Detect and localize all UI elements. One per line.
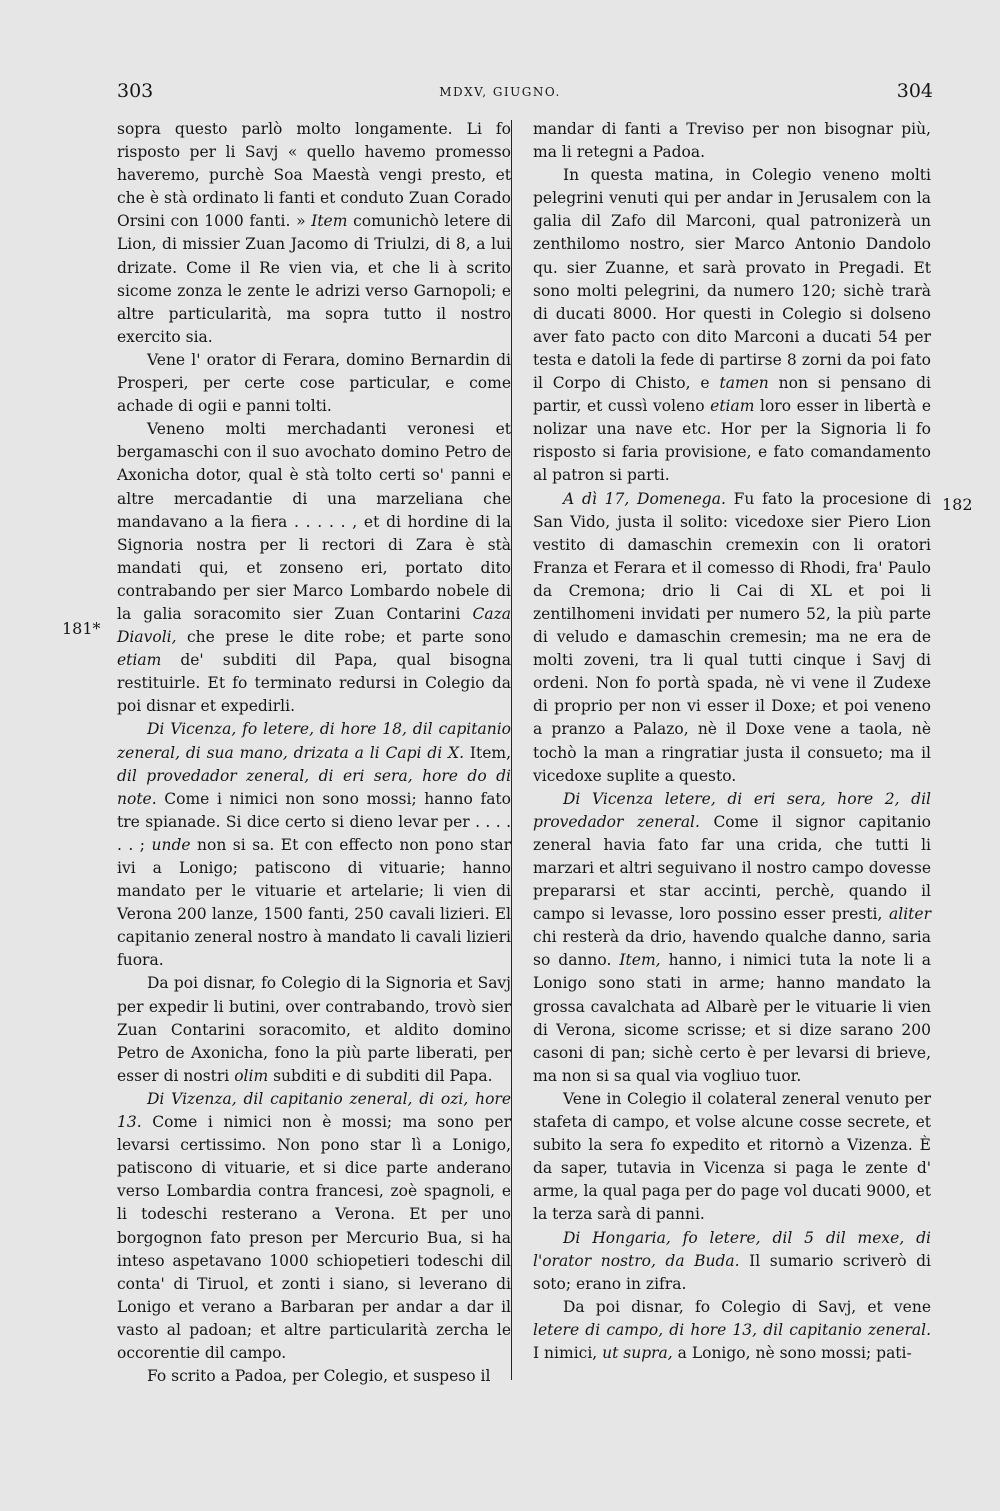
paragraph bbox=[117, 1365, 511, 1388]
text-run: chi resterà da drio, havendo qualche danno, saria so danno. bbox=[533, 928, 931, 970]
italic-run: dil provedador zeneral, di eri sera, hore do di note. bbox=[117, 766, 511, 808]
column-divider bbox=[511, 120, 512, 1380]
italic-run: tamen bbox=[719, 374, 769, 393]
italic-run: Item, bbox=[619, 951, 661, 970]
italic-run: Di Vicenza, fo letere, di hore 18, dil capitanio zeneral, di sua mano, drizata a li Capi di X. bbox=[117, 720, 511, 762]
right-page-number: 304 bbox=[896, 80, 933, 102]
italic-run: Di Vicenza letere, di eri sera, hore 2, dil provedador zeneral. bbox=[533, 789, 931, 831]
paragraph bbox=[533, 1227, 931, 1296]
text-run: Fo scrito a Padoa, per Colegio, et suspeso il bbox=[147, 1367, 491, 1386]
italic-run: Caza Diavoli, bbox=[117, 604, 511, 647]
paragraph bbox=[117, 418, 511, 718]
text-run: non si pensano di partir, et cussì voleno bbox=[533, 374, 931, 416]
paragraph bbox=[117, 349, 511, 418]
italic-run: ut supra, bbox=[602, 1343, 673, 1362]
italic-run: unde bbox=[151, 835, 191, 854]
italic-run: Di Vizenza, dil capitanio zeneral, di ozi, hore 13. bbox=[117, 1089, 511, 1132]
text-run: de' subditi dil Papa, qual bisogna restituirle. Et fo terminato redursi in Colegio da poi disnar et expedirli. bbox=[117, 651, 511, 716]
text-run: Veneno molti merchadanti veronesi et bergamaschi con il suo avochato domino Petro de Axonicha dotor, qual è stà tolto certi so' panni e altre mercadantie di una marzeliana che mandavano a la fiera . . . . . , et di hordine di la Signoria nostra per li rectori di Zara è stà mandati qui, et zonseno eri, portato dito contrabando per sier Marco Lombardo nobele di la galia soracomito sier Zuan Contarini bbox=[117, 420, 511, 623]
text-run: Come il signor capitanio zeneral havia fato far una crida, che tutti li marzari et altri seguivano il nostro campo dovesse prepararsi et star accinti, perchè, quando il campo si levasse, loro possino esser presti, bbox=[533, 812, 931, 924]
text-run: subditi e di subditi dil Papa. bbox=[268, 1066, 493, 1085]
text-run: Il sumario scriverò di soto; erano in zifra. bbox=[533, 1251, 931, 1293]
text-run: che prese le dite robe; et parte sono bbox=[176, 628, 511, 647]
paragraph bbox=[117, 972, 511, 1087]
text-run: non si sa. Et con effecto non pono star ivi a Lonigo; patiscono di vituarie; hanno mandato per le vituarie et artelarie; li vien di Verona 200 lanze, 1500 fanti, 250 cavali lizieri. El capitanio zeneral nostro à mandato li cavali lizieri fuora. bbox=[117, 835, 511, 970]
italic-run: etiam bbox=[710, 397, 755, 416]
text-run: Come i nimici non è mossi; ma sono per levarsi certissimo. Non pono star lì a Lonigo, patiscono di vituarie, et si dice parte anderano verso Lombardia contra francesi, zoè spagnoli, e li todeschi resterano a Verona. Et per uno borgognon fato preson per Mercurio Bua, si ha inteso aspetavano 1000 schiopetieri todeschi dil conta' di Tiruol, et zonti i siano, si leverano di Lonigo et verano a Barbaran per andar a dar il vasto al padoan; et altre particularità zercha le occorentie dil campo. bbox=[117, 1113, 511, 1362]
italic-run: Item bbox=[311, 212, 348, 231]
text-run: In questa matina, in Colegio veneno molti pelegrini venuti qui per andar in Jerusalem con la galia dil Zafo dil Marconi, qual patronizerà un zenthilomo nostro, sier Marco Antonio Dandolo qu. sier Zuanne, et sarà provato in Pregadi. Et sono molti pelegrini, da numero 120; sichè trarà di ducati 8000. Hor questi in Colegio si dolseno aver fato pacto con dito Marconi a ducati 54 per testa e datoli la fede di partirse 8 zorni da poi fato il Corpo di Chisto, e bbox=[533, 166, 931, 393]
text-run: comunichò letere di Lion, di missier Zuan Jacomo di Triulzi, di 8, a lui drizate. Come il Re vien via, et che li à scrito sicome zonza le zente le adrizi verso Garnopoli; e altre particularità, ma sopra tutto il nostro exercito sia. bbox=[117, 212, 511, 346]
paragraph bbox=[117, 118, 511, 349]
margin-note-right: 182 bbox=[942, 495, 973, 514]
paragraph bbox=[533, 164, 931, 487]
text-run: a Lonigo, nè sono mossi; pati- bbox=[672, 1343, 912, 1362]
text-run: sopra questo parlò molto longamente. Li fo risposto per li Savj « quello havemo promesso haveremo, purchè Soa Maestà vengi presto, et che è stà ordinato li fanti et conduto Zuan Corado Orsini con 1000 fanti. » bbox=[117, 120, 511, 231]
text-run: Fu fato la procesione di San Vido, justa il solito: vicedoxe sier Piero Lion vestito di damaschin cremexin con li oratori Franza et Ferara et il comesso di Rhodi, fra' Paulo da Cremona; drio li Cai di XL et poi li zentilhomeni invidati per numero 52, la più parte di veludo e damaschin cremesin; ma ne era de molti zoveni, tra li qual tutti cinque i Savj di ordeni. Non fo portà spada, nè vi vene il Zudexe di proprio per non vi esser il Doxe; et poi veneno a pranzo a Palazo, nè il Doxe vene a taola, nè tochò la man a ringratiar justa il consueto; ma il vicedoxe suplite a questo. bbox=[533, 489, 931, 785]
italic-run: letere di campo, di hore 13, dil capitanio zeneral. bbox=[533, 1320, 931, 1339]
text-run: Come i nimici non sono mossi; hanno fato tre spianade. Si dice certo si dieno levar per . . . . . . ; bbox=[117, 789, 511, 854]
left-page-number: 303 bbox=[117, 80, 154, 102]
right-column bbox=[533, 118, 931, 1365]
italic-run: A dì 17, Domenega. bbox=[563, 489, 726, 508]
paragraph bbox=[533, 788, 931, 1088]
text-run: Vene in Colegio il colateral zeneral venuto per stafeta di campo, et volse alcune cosse secrete, et subito la sera fo expedito et ritornò a Vizenza. È da saper, tutavia in Vicenza si paga le zente d' arme, la qual paga per do page vol ducati 9000, et la terza sarà di panni. bbox=[533, 1089, 931, 1224]
text-run: I nimici, bbox=[533, 1343, 603, 1362]
paragraph bbox=[117, 1088, 511, 1365]
text-run: Da poi disnar, fo Colegio di Savj, et vene bbox=[563, 1297, 931, 1316]
italic-run: aliter bbox=[889, 905, 931, 924]
text-run: hanno, i nimici tuta la note li a Lonigo sono stati in arme; hanno mandato la grossa cavalchata ad Albarè per le vituarie li vien di Verona, sicome scrisse; et si dize sarano 200 casoni di pan; sichè certo è per levarsi di brieve, ma non si sa qual via vogliuo tuor. bbox=[533, 951, 931, 1085]
text-run: Item, bbox=[464, 743, 511, 762]
page-header bbox=[0, 80, 1000, 110]
paragraph bbox=[533, 488, 931, 788]
italic-run: olim bbox=[234, 1066, 269, 1085]
running-title: MDXV, GIUGNO. bbox=[439, 85, 561, 99]
paragraph bbox=[533, 118, 931, 164]
italic-run: Di Hongaria, fo letere, dil 5 dil mexe, di l'orator nostro, da Buda. bbox=[533, 1228, 931, 1270]
paragraph bbox=[117, 718, 511, 972]
text-run: Vene l' orator di Ferara, domino Bernardin di Prosperi, per certe cose particular, e come achade di ogii e panni tolti. bbox=[117, 350, 511, 416]
text-run: loro esser in libertà e nolizar una nave etc. Hor per la Signoria li fo risposto si faria provisione, e fato comandamento al patron si parti. bbox=[533, 397, 931, 485]
text-run: mandar di fanti a Treviso per non bisognar più, ma li retegni a Padoa. bbox=[533, 120, 931, 162]
text-run: Da poi disnar, fo Colegio di la Signoria et Savj per expedir li butini, over contrabando, trovò sier Zuan Contarini soracomito, et aldito domino Petro de Axonicha, fono la più parte liberati, per esser di nostri bbox=[117, 974, 511, 1085]
left-column bbox=[117, 118, 511, 1388]
paragraph bbox=[533, 1296, 931, 1365]
italic-run: etiam bbox=[117, 651, 162, 670]
paragraph bbox=[533, 1088, 931, 1227]
margin-note-left: 181* bbox=[62, 619, 101, 638]
